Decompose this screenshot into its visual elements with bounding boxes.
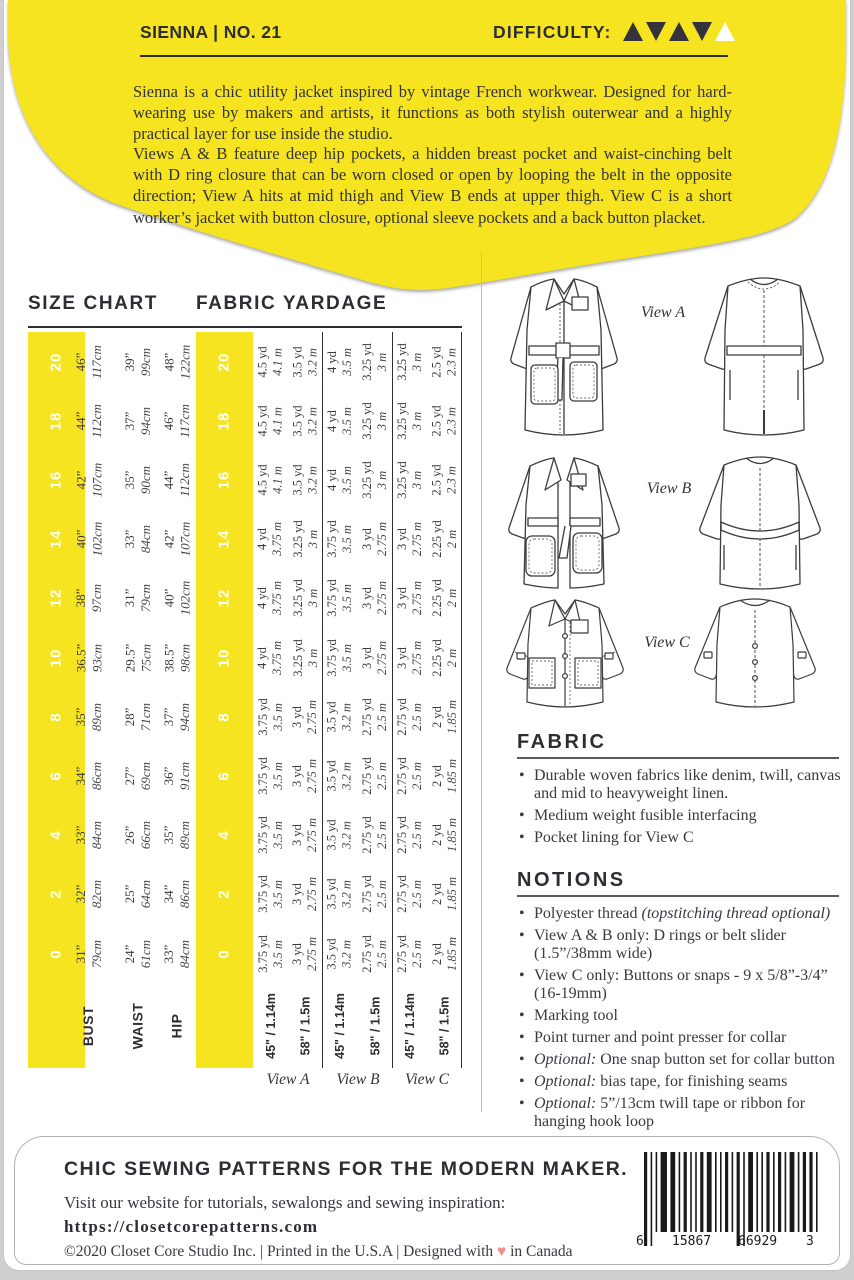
yardage-cell-c58: 2 yd 1.85 m (429, 877, 459, 912)
yardage-cell-a58: 3 yd 2.75 m (290, 877, 320, 912)
list-item: • View A & B only: D rings or belt slider (1.5”/38mm wide) (517, 927, 841, 963)
yardage-cell-b58: 3 yd 2.75 m (359, 640, 389, 675)
hip-cell: 44” 112cm (160, 463, 192, 497)
yardage-cell-b58: 2.75 yd 2.5 m (359, 934, 389, 973)
bust-cell: 38” 97cm (72, 584, 104, 613)
view-c-back-illustration (680, 594, 830, 714)
yardage-cell-b45: 3.75 yd 3.5 m (325, 520, 355, 558)
hip-cell: 36” 91cm (160, 761, 192, 791)
fabric-width-label: 45" / 1.14m (402, 992, 417, 1059)
bust-cell: 44” 112cm (72, 403, 104, 438)
yardage-cell-c45: 2.75 yd 2.5 m (394, 934, 424, 973)
barcode-digit: 6 (636, 1234, 644, 1249)
footer-url: https://closetcorepatterns.com (64, 1217, 319, 1236)
yardage-cell-b45: 3.5 yd 3.2 m (325, 937, 355, 970)
yardage-cell-a45: 3.75 yd 3.5 m (255, 934, 285, 973)
yardage-view-a-label: View A (266, 1071, 310, 1088)
yardage-cell-b45: 3.5 yd 3.2 m (325, 819, 355, 851)
yardage-cell-b58: 2.75 yd 2.5 m (359, 816, 389, 854)
yardage-size-cell: 14 (215, 529, 233, 549)
size-chart-size-cell: 14 (47, 529, 65, 549)
yardage-cell-a58: 3.5 yd 3.2 m (290, 405, 320, 437)
hip-cell: 34” 86cm (160, 880, 192, 909)
yardage-cell-a58: 3.5 yd 3.2 m (290, 464, 320, 496)
yardage-cell-b45: 3.75 yd 3.5 m (325, 579, 355, 618)
yardage-cell-c58: 2 yd 1.85 m (429, 758, 459, 793)
footer-website-text: Visit our website for tutorials, sewalongs and sewing inspiration: (64, 1193, 506, 1212)
view-a-front-illustration (498, 270, 630, 442)
yardage-size-cell: 20 (215, 352, 233, 371)
triangle-down-icon (646, 22, 666, 41)
bust-cell: 36.5” 93cm (73, 643, 104, 672)
fabric-width-label: 58" / 1.5m (367, 996, 382, 1055)
yardage-cell-c58: 2 yd 1.85 m (429, 818, 459, 853)
list-item: • View C only: Buttons or snaps - 9 x 5/8”-3/4” (16-19mm) (517, 967, 841, 1003)
bust-cell: 46” 117cm (72, 344, 104, 379)
list-item: • Optional: bias tape, for finishing seams (517, 1073, 841, 1091)
view-a-illustration-row (490, 268, 846, 446)
description-paragraph-2: Views A & B feature deep hip pockets, a hidden breast pocket and waist-cinching belt with D ring closure that can be worn closed or open by looping the belt in the opposite direction; View A hits at mid thigh and View B ends at upper thigh. View C is a short worker’s jacket with button closure, optional sleeve pockets and a back button placket. (133, 143, 732, 227)
triangle-up-icon (623, 22, 643, 41)
yardage-cell-b45: 4 yd 3.5 m (325, 406, 355, 435)
heart-icon: ♥ (497, 1243, 507, 1260)
list-item: • Durable woven fabrics like denim, twill, canvas and mid to heavyweight linen. (517, 767, 841, 803)
list-item: • Optional: One snap button set for collar button (517, 1051, 841, 1069)
hip-cell: 33” 84cm (160, 939, 192, 968)
bust-cell: 40” 102cm (72, 521, 104, 557)
list-item: • Optional: 5”/13cm twill tape or ribbon for hanging hook loop (517, 1095, 841, 1131)
yardage-cell-c58: 2.5 yd 2.3 m (429, 405, 459, 437)
yardage-cell-b45: 3.5 yd 3.2 m (325, 760, 355, 792)
yardage-cell-c45: 3 yd 2.75 m (394, 640, 424, 675)
list-item: • Point turner and point presser for collar (517, 1029, 841, 1047)
view-c-illustration-row (490, 592, 846, 714)
yardage-cell-b58: 2.75 yd 2.5 m (359, 875, 389, 914)
barcode (634, 1150, 820, 1254)
yardage-cell-b58: 3.25 yd 3 m (359, 342, 389, 381)
waist-cell: 28” 71cm (121, 702, 153, 731)
list-item: • Pocket lining for View C (517, 829, 841, 847)
footer-copyright (64, 1243, 573, 1261)
size-chart-size-cell: 12 (47, 589, 65, 608)
fabric-width-label: 45" / 1.14m (263, 992, 278, 1059)
notions-section-title: NOTIONS (517, 869, 626, 891)
yardage-cell-c45: 2.75 yd 2.5 m (394, 698, 424, 736)
view-c-front-illustration (495, 594, 635, 714)
yardage-cell-a45: 4.5 yd 4.1 m (255, 405, 285, 437)
waist-cell: 27” 69cm (121, 761, 153, 791)
size-chart-size-cell: 18 (47, 411, 65, 431)
yardage-size-cell: 4 (215, 830, 233, 840)
yardage-cell-c45: 3.25 yd 3 m (394, 342, 424, 381)
yardage-cell-b45: 4 yd 3.5 m (325, 347, 355, 376)
yardage-cell-c45: 3.25 yd 3 m (394, 461, 424, 499)
yardage-cell-c58: 2 yd 1.85 m (429, 936, 459, 971)
list-item: • Medium weight fusible interfacing (517, 807, 841, 825)
yardage-size-cell: 18 (215, 411, 233, 431)
hip-cell: 38.5” 98cm (161, 643, 192, 672)
bust-cell: 31” 79cm (72, 939, 104, 968)
waist-cell: 31” 79cm (121, 584, 153, 613)
bust-cell: 34” 86cm (72, 761, 104, 791)
yardage-cell-a58: 3 yd 2.75 m (290, 818, 320, 853)
yardage-cell-a45: 4.5 yd 4.1 m (255, 345, 285, 378)
yardage-cell-b45: 3.5 yd 3.2 m (325, 878, 355, 911)
bust-cell: 42” 107cm (72, 462, 104, 498)
yardage-cell-c58: 2.5 yd 2.3 m (429, 464, 459, 496)
yardage-cell-a45: 4 yd 3.75 m (255, 640, 285, 675)
yardage-cell-c58: 2.25 yd 2 m (429, 579, 459, 618)
yardage-cell-a45: 3.75 yd 3.5 m (255, 757, 285, 795)
yardage-cell-b58: 3.25 yd 3 m (359, 461, 389, 499)
yardage-cell-c45: 2.75 yd 2.5 m (394, 816, 424, 854)
yardage-cell-b58: 2.75 yd 2.5 m (359, 757, 389, 795)
yardage-cell-c58: 2.25 yd 2 m (429, 520, 459, 558)
bust-cell: 35” 89cm (72, 702, 104, 731)
barcode-digit: 66929 (738, 1234, 778, 1249)
view-a-back-illustration (690, 270, 838, 442)
table-top-rule (28, 326, 462, 328)
view-b-illustration-row (490, 448, 846, 596)
fabric-width-label: 58" / 1.5m (437, 996, 452, 1055)
yardage-cell-b45: 4 yd 3.5 m (325, 466, 355, 494)
hip-cell: 35” 89cm (160, 821, 192, 850)
hip-cell: 46” 117cm (160, 403, 192, 438)
view-b-front-illustration (495, 450, 633, 596)
yardage-cell-a45: 3.75 yd 3.5 m (255, 875, 285, 914)
yardage-cell-c45: 2.75 yd 2.5 m (394, 875, 424, 914)
size-chart-size-cell: 2 (47, 889, 65, 900)
fabric-section-rule (517, 757, 839, 759)
waist-cell: 35” 90cm (121, 465, 153, 495)
size-chart-size-cell: 4 (47, 830, 65, 840)
yardage-cell-c58: 2.25 yd 2 m (429, 638, 459, 677)
yardage-cell-a58: 3.25 yd 3 m (290, 520, 320, 558)
pattern-title: SIENNA | NO. 21 (140, 22, 282, 42)
hip-cell: 37” 94cm (160, 702, 192, 731)
notions-section-rule (517, 895, 839, 897)
triangle-up-icon (669, 22, 689, 41)
yardage-size-cell: 0 (215, 948, 233, 959)
waist-cell: 24” 61cm (121, 939, 153, 968)
size-chart-size-cell: 8 (47, 712, 65, 722)
yardage-cell-a58: 3 yd 2.75 m (290, 936, 320, 971)
barcode-bars (634, 1150, 820, 1254)
yardage-cell-b45: 3.75 yd 3.5 m (325, 638, 355, 677)
difficulty-rating-icons (622, 21, 740, 43)
view-b-back-illustration (684, 450, 836, 596)
yardage-cell-a45: 4 yd 3.75 m (255, 522, 285, 557)
yardage-cell-c45: 3 yd 2.75 m (394, 522, 424, 557)
yardage-cell-c58: 2.5 yd 2.3 m (429, 345, 459, 378)
yardage-cell-b58: 3.25 yd 3 m (359, 402, 389, 440)
fabric-yardage-title: FABRIC YARDAGE (196, 293, 388, 314)
view-a-label: View A (640, 304, 686, 321)
yardage-cell-c45: 3.25 yd 3 m (394, 402, 424, 440)
yardage-cell-a58: 3.25 yd 3 m (290, 638, 320, 677)
yardage-cell-a58: 3 yd 2.75 m (290, 758, 320, 793)
footer-tagline: CHIC SEWING PATTERNS FOR THE MODERN MAKER. (64, 1158, 628, 1180)
size-chart-title: SIZE CHART (28, 293, 158, 314)
fabric-section-title: FABRIC (517, 731, 607, 753)
column-divider (481, 252, 482, 1112)
yardage-cell-c45: 3 yd 2.75 m (394, 581, 424, 616)
yardage-size-cell: 2 (215, 889, 233, 900)
yardage-view-c-label: View C (404, 1071, 450, 1088)
hip-cell: 42” 107cm (160, 521, 192, 557)
yardage-cell-b58: 3 yd 2.75 m (359, 581, 389, 616)
hip-cell: 48” 122cm (160, 344, 192, 379)
view-c-label: View C (644, 634, 690, 651)
barcode-digit: 3 (806, 1234, 814, 1249)
waist-cell: 33” 84cm (121, 525, 153, 554)
copyright-post: in Canada (506, 1243, 573, 1260)
description-paragraph-1: Sienna is a chic utility jacket inspired by vintage French workwear. Designed for hard-wearing use by makers and artists, it functions as both stylish outerwear and a highly practical layer for use inside the studio. (133, 81, 732, 144)
yardage-cell-c45: 2.75 yd 2.5 m (394, 757, 424, 795)
barcode-digit: 15867 (672, 1234, 712, 1249)
size-chart-size-cell: 16 (47, 470, 65, 490)
yardage-cell-a58: 3.25 yd 3 m (290, 579, 320, 618)
yardage-cell-a45: 3.75 yd 3.5 m (255, 698, 285, 736)
waist-cell: 25” 64cm (121, 880, 153, 909)
list-item: • Polyester thread (topstitching thread optional) (517, 905, 841, 923)
yardage-cell-b58: 2.75 yd 2.5 m (359, 698, 389, 736)
yardage-size-cell: 10 (215, 648, 233, 667)
size-chart-size-cell: 0 (47, 948, 65, 959)
yardage-cell-b45: 3.5 yd 3.2 m (325, 701, 355, 733)
notions-list (517, 905, 841, 1135)
yardage-view-b-label: View B (336, 1071, 380, 1088)
size-chart-column-label: BUST (80, 1005, 96, 1046)
size-chart-size-cell: 6 (47, 771, 65, 781)
waist-cell: 37” 94cm (121, 406, 153, 435)
triangle-down-icon (692, 22, 712, 41)
yardage-cell-b58: 3 yd 2.75 m (359, 522, 389, 557)
view-b-label: View B (646, 480, 692, 497)
header-rule (140, 55, 728, 57)
bust-cell: 33” 84cm (72, 821, 104, 850)
size-chart-size-cell: 20 (47, 352, 65, 371)
yardage-size-cell: 8 (215, 712, 233, 722)
waist-cell: 26” 66cm (121, 821, 153, 850)
yardage-size-cell: 16 (215, 470, 233, 490)
waist-cell: 39” 99cm (121, 347, 153, 376)
size-chart-size-cell: 10 (47, 648, 65, 667)
yardage-cell-a45: 4 yd 3.75 m (255, 581, 285, 616)
yardage-cell-a45: 4.5 yd 4.1 m (255, 464, 285, 496)
size-chart-column-label: HIP (168, 1013, 184, 1038)
copyright-pre: ©2020 Closet Core Studio Inc. | Printed in the U.S.A | Designed with (64, 1243, 498, 1260)
waist-cell: 29.5” 75cm (122, 643, 153, 672)
fabric-width-label: 58" / 1.5m (298, 996, 313, 1055)
hip-cell: 40” 102cm (160, 581, 192, 616)
yardage-cell-c58: 2 yd 1.85 m (429, 699, 459, 734)
yardage-size-cell: 6 (215, 771, 233, 781)
fabric-width-label: 45" / 1.14m (333, 992, 348, 1059)
bust-cell: 32” 82cm (72, 880, 104, 909)
yardage-cell-a45: 3.75 yd 3.5 m (255, 816, 285, 854)
fabric-list (517, 767, 841, 851)
yardage-size-cell: 12 (215, 589, 233, 608)
triangle-up-white-icon (715, 22, 735, 41)
yardage-cell-a58: 3 yd 2.75 m (290, 699, 320, 734)
yardage-cell-a58: 3.5 yd 3.2 m (290, 345, 320, 378)
difficulty-label: DIFFICULTY: (493, 22, 612, 42)
list-item: • Marking tool (517, 1007, 841, 1025)
size-chart-column-label: WAIST (129, 1002, 145, 1049)
